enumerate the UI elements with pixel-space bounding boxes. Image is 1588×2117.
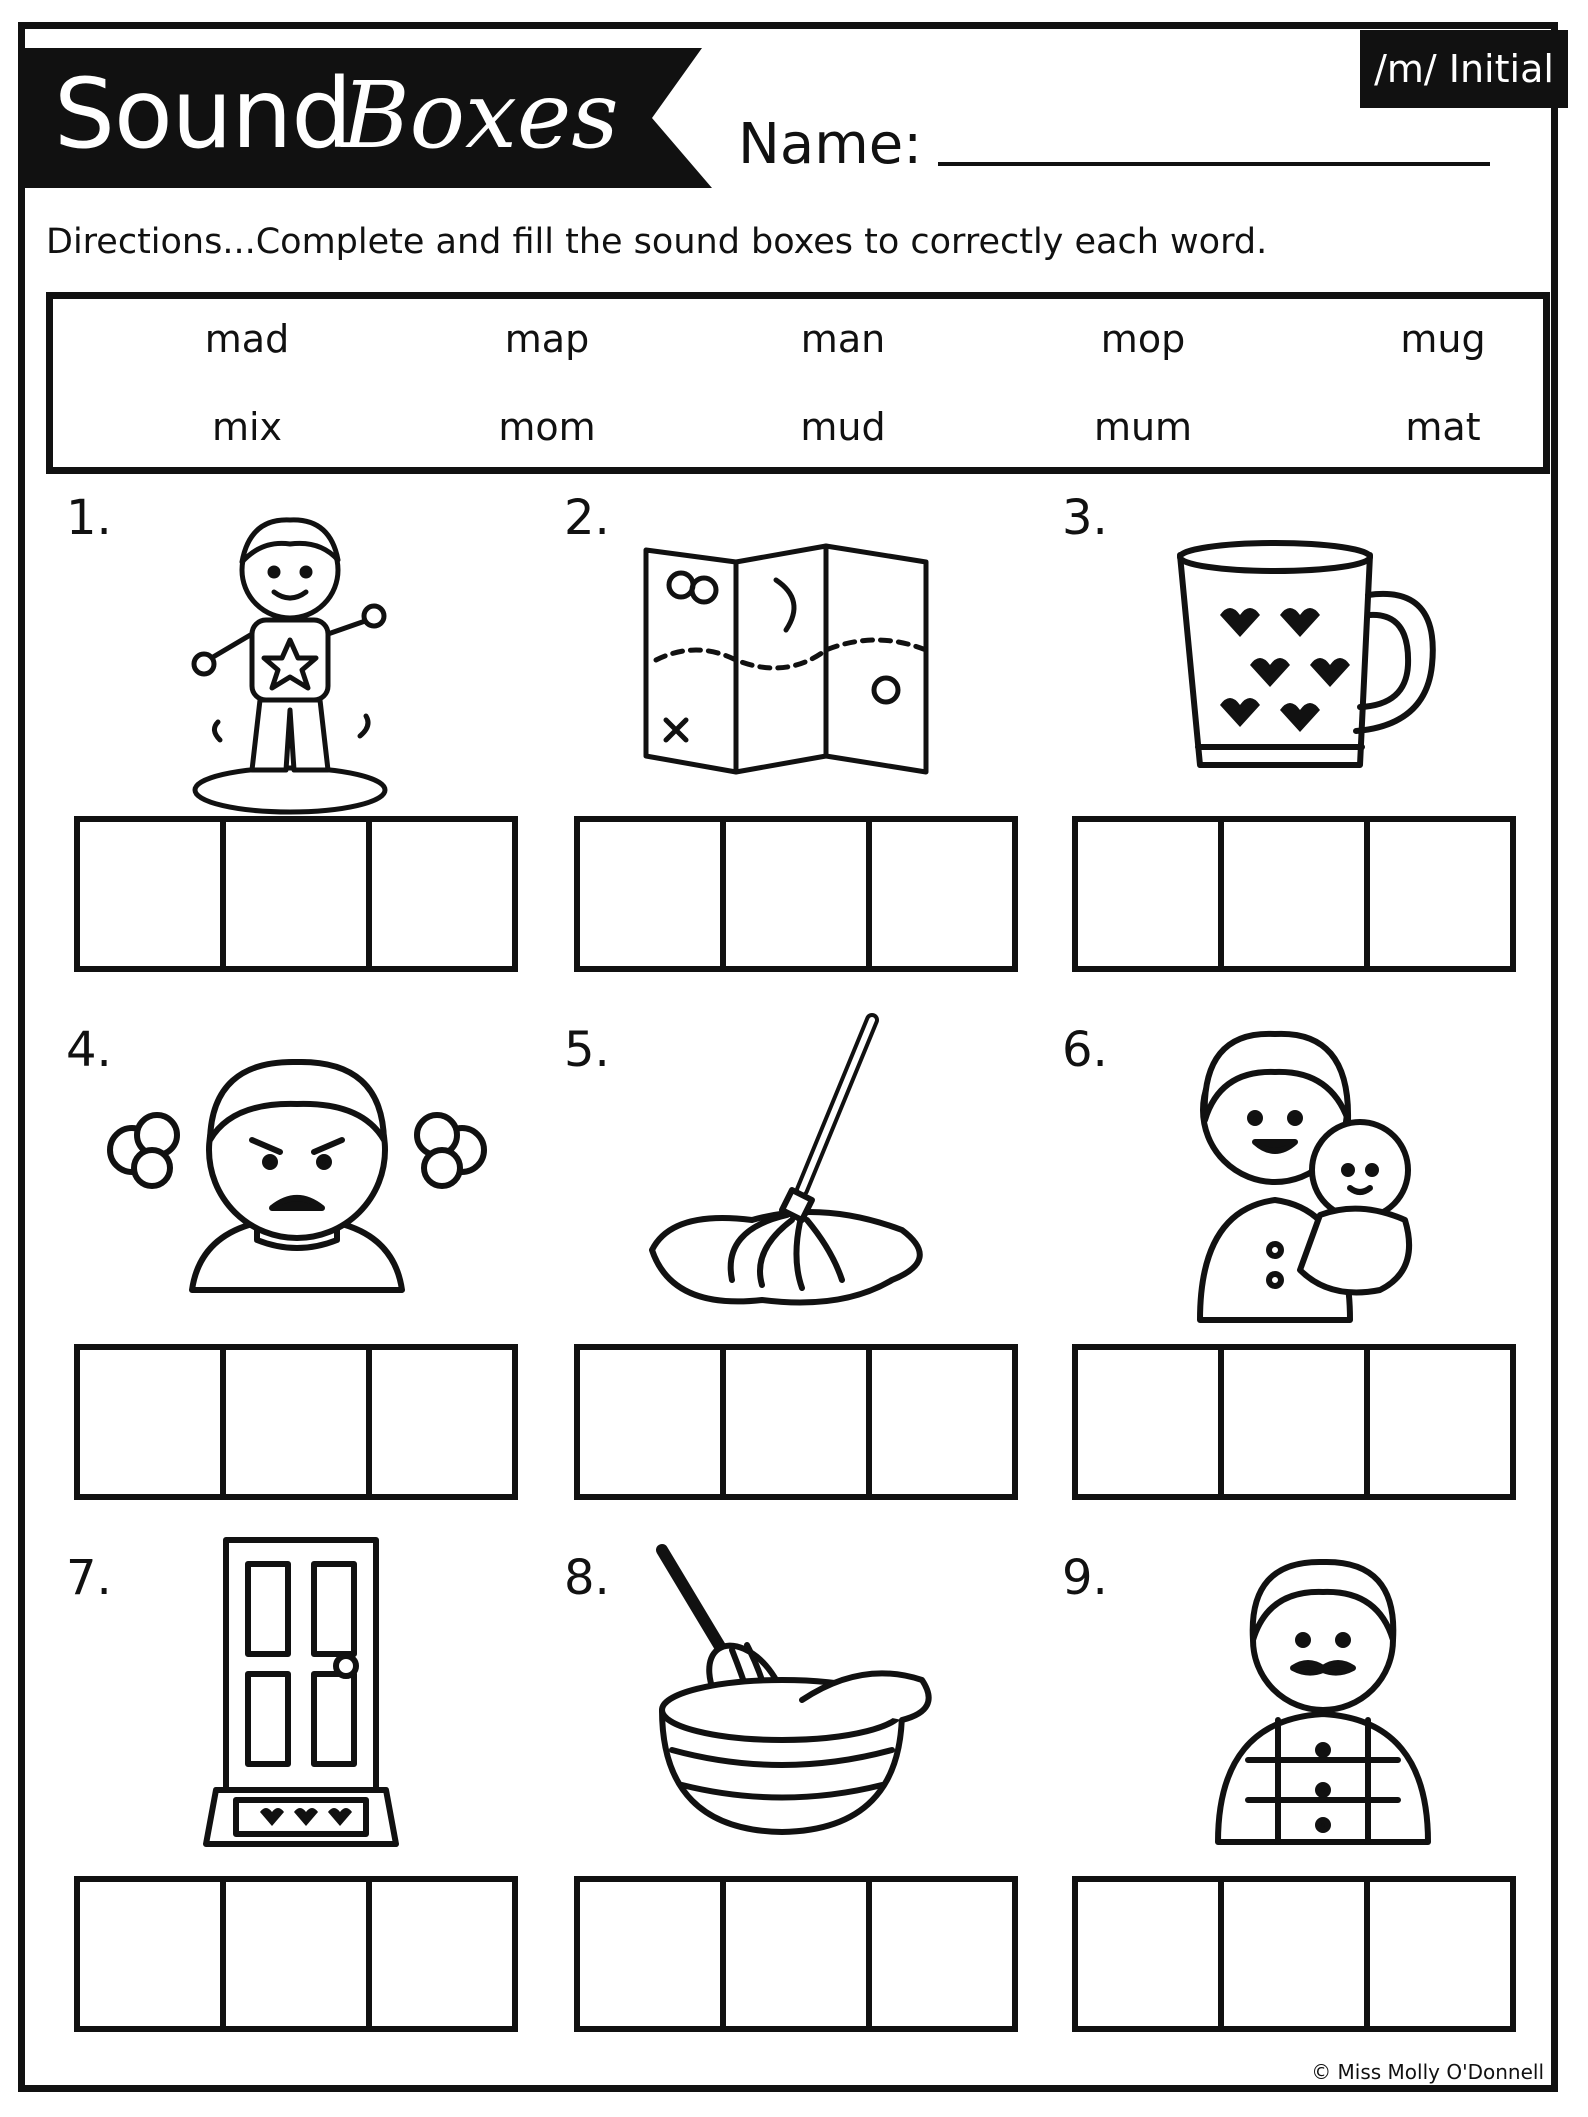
man-icon — [1208, 1550, 1438, 1850]
mug-icon — [1170, 535, 1450, 785]
sound-box[interactable] — [1224, 1882, 1370, 2026]
problem-number: 9. — [1062, 1550, 1108, 1606]
sound-box[interactable] — [726, 1882, 872, 2026]
sound-box[interactable] — [226, 1350, 372, 1494]
sound-box[interactable] — [372, 822, 512, 966]
word-bank-item: man — [800, 317, 886, 361]
sound-boxes[interactable] — [574, 1876, 1018, 2032]
sound-box[interactable] — [580, 822, 726, 966]
problem-number: 7. — [66, 1550, 112, 1606]
problem-number: 1. — [66, 490, 112, 546]
problem-number: 4. — [66, 1022, 112, 1078]
word-bank-item: mom — [498, 405, 596, 449]
sound-box[interactable] — [580, 1350, 726, 1494]
sound-box[interactable] — [872, 1882, 1012, 2026]
word-bank-item: map — [504, 317, 590, 361]
sound-box[interactable] — [872, 822, 1012, 966]
sound-box[interactable] — [226, 1882, 372, 2026]
sound-box[interactable] — [1078, 822, 1224, 966]
problem-number: 2. — [564, 490, 610, 546]
sound-boxes[interactable] — [1072, 816, 1516, 972]
word-bank-item: mud — [800, 405, 886, 449]
word-bank — [46, 292, 1550, 474]
sound-boxes[interactable] — [1072, 1876, 1516, 2032]
sound-boxes[interactable] — [74, 1344, 518, 1500]
sound-boxes[interactable] — [574, 1344, 1018, 1500]
sound-box[interactable] — [80, 1882, 226, 2026]
mad-boy-icon — [190, 500, 410, 820]
map-icon — [636, 540, 936, 780]
word-bank-item: mix — [211, 405, 283, 449]
word-bank-item: mat — [1405, 405, 1481, 449]
sound-box[interactable] — [1078, 1882, 1224, 2026]
title-sound: Sound — [54, 58, 352, 170]
sound-box[interactable] — [226, 822, 372, 966]
word-bank-item: mum — [1093, 405, 1193, 449]
problem-number: 8. — [564, 1550, 610, 1606]
sound-box[interactable] — [372, 1882, 512, 2026]
sound-box[interactable] — [726, 1350, 872, 1494]
sound-box[interactable] — [372, 1350, 512, 1494]
sound-box[interactable] — [580, 1882, 726, 2026]
mom-icon — [1180, 1010, 1440, 1330]
title-boxes: Boxes — [342, 62, 619, 169]
mad-face-icon — [102, 1040, 492, 1300]
name-label: Name: — [738, 112, 923, 177]
sound-box[interactable] — [872, 1350, 1012, 1494]
door-mat-icon — [196, 1534, 406, 1854]
sound-box[interactable] — [1370, 1882, 1510, 2026]
sound-box[interactable] — [80, 822, 226, 966]
sound-tag: /m/ Initial — [1360, 30, 1568, 108]
sound-box[interactable] — [1078, 1350, 1224, 1494]
word-bank-item: mad — [204, 317, 290, 361]
mop-icon — [642, 1010, 932, 1320]
problem-number: 5. — [564, 1022, 610, 1078]
sound-box[interactable] — [1224, 822, 1370, 966]
sound-boxes[interactable] — [74, 1876, 518, 2032]
sound-box[interactable] — [80, 1350, 226, 1494]
sound-box[interactable] — [726, 822, 872, 966]
sound-boxes[interactable] — [74, 816, 518, 972]
name-line[interactable] — [938, 162, 1490, 166]
mix-bowl-icon — [652, 1540, 942, 1840]
word-bank-item: mop — [1100, 317, 1186, 361]
problem-number: 3. — [1062, 490, 1108, 546]
copyright: © Miss Molly O'Donnell — [1311, 2060, 1544, 2084]
sound-box[interactable] — [1370, 822, 1510, 966]
word-bank-item: mug — [1400, 317, 1486, 361]
sound-boxes[interactable] — [1072, 1344, 1516, 1500]
problem-number: 6. — [1062, 1022, 1108, 1078]
directions: Directions...Complete and fill the sound boxes to correctly each word. — [46, 222, 1268, 262]
sound-box[interactable] — [1224, 1350, 1370, 1494]
sound-box[interactable] — [1370, 1350, 1510, 1494]
sound-boxes[interactable] — [574, 816, 1018, 972]
